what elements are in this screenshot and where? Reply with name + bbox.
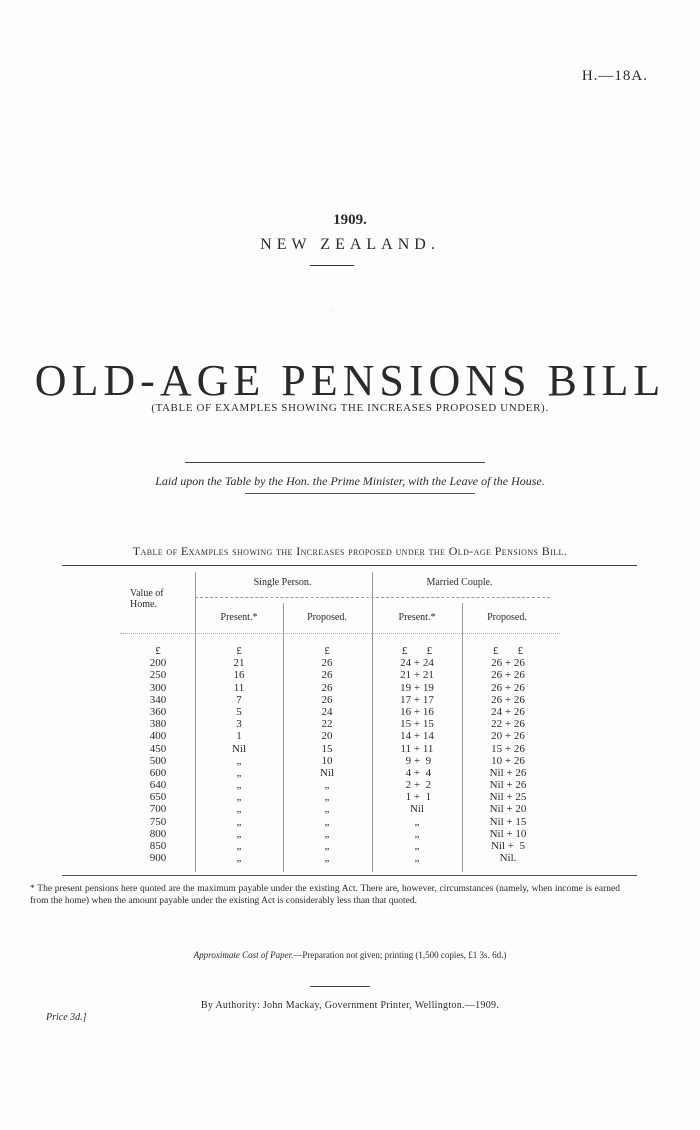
cell-single-proposed: 26	[321, 657, 333, 670]
cell-value: 380	[149, 718, 167, 731]
cell-single-present: Nil	[231, 742, 247, 755]
unit-married-proposed: £ £	[492, 645, 524, 657]
header-single-proposed: Proposed.	[307, 612, 347, 623]
bill-subtitle: (TABLE OF EXAMPLES SHOWING THE INCREASES PROPOSED UNDER).	[151, 402, 549, 414]
cell-value: 200	[149, 657, 167, 670]
divider	[310, 265, 354, 266]
cell-married-present: „	[414, 827, 420, 840]
cell-single-proposed: „	[324, 852, 330, 865]
cell-single-proposed: 10	[321, 754, 333, 767]
bill-title: OLD-AGE PENSIONS BILL	[34, 356, 666, 405]
cell-married-proposed: Nil + 25	[489, 791, 527, 804]
cell-value: 800	[149, 827, 167, 840]
country: NEW ZEALAND.	[260, 236, 440, 253]
cell-value: 500	[149, 754, 167, 767]
column-separator	[372, 572, 373, 872]
cell-value: 750	[149, 815, 167, 828]
column-separator	[195, 572, 196, 872]
cell-married-present: 19 + 19	[400, 681, 434, 694]
cell-single-present: 3	[236, 718, 242, 731]
print-speck: ·	[330, 308, 332, 314]
cell-married-present: 1 + 1	[402, 791, 432, 804]
cell-single-proposed: 26	[321, 693, 333, 706]
cell-single-proposed: „	[324, 840, 330, 852]
cell-married-proposed: 26 + 26	[491, 681, 525, 694]
header-married-proposed: Proposed.	[487, 612, 527, 623]
header-value-of-home: Value of Home.	[130, 588, 164, 610]
laid-upon-table-line: Laid upon the Table by the Hon. the Prime Minister, with the Leave of the House.	[155, 474, 545, 488]
cell-value: 450	[149, 742, 167, 755]
divider	[310, 986, 370, 987]
cell-married-present: „	[414, 815, 420, 828]
header-married-present: Present.*	[398, 612, 436, 623]
cell-married-proposed: 26 + 26	[491, 693, 525, 706]
cell-married-proposed: 20 + 26	[491, 730, 525, 743]
cell-married-proposed: Nil + 20	[489, 803, 527, 816]
year: 1909.	[333, 212, 367, 228]
cell-married-present: 9 + 9	[402, 754, 432, 767]
cell-married-present: 24 + 24	[400, 657, 434, 670]
unit-value: £	[155, 645, 161, 657]
cell-single-proposed: 20	[321, 730, 333, 743]
cell-value: 250	[149, 669, 167, 682]
cell-value: 400	[149, 730, 167, 743]
cost-of-paper	[0, 950, 700, 960]
price: Price 3d.]	[46, 1012, 87, 1023]
cell-single-present: „	[236, 815, 242, 828]
cell-single-proposed: 15	[321, 742, 333, 755]
printer-authority: By Authority: John Mackay, Government Printer, Wellington.—1909.	[200, 1000, 500, 1011]
header-married-couple: Married Couple.	[426, 577, 493, 588]
cell-single-present: 1	[236, 730, 242, 743]
cell-married-proposed: 24 + 26	[491, 705, 525, 718]
header-single-person: Single Person.	[253, 577, 312, 588]
cell-married-present: „	[414, 852, 420, 865]
divider	[185, 462, 485, 463]
cell-married-proposed: 22 + 26	[491, 718, 525, 731]
cell-married-proposed: Nil + 10	[489, 827, 527, 840]
cost-label: Approximate Cost of Paper.	[193, 950, 294, 960]
cell-single-proposed: „	[324, 779, 330, 792]
divider	[245, 493, 475, 494]
cell-value: 300	[149, 681, 167, 694]
column-separator	[462, 603, 463, 872]
column-married-proposed	[466, 645, 550, 864]
cell-married-present: 2 + 2	[402, 779, 432, 792]
column-value-of-home	[128, 645, 188, 864]
cell-single-present: 7	[236, 693, 242, 706]
cell-married-proposed: 26 + 26	[491, 657, 525, 670]
cell-value: 640	[149, 779, 167, 792]
cell-married-proposed: 26 + 26	[491, 669, 525, 682]
cell-single-proposed: 24	[321, 705, 333, 718]
cell-single-present: „	[236, 779, 242, 792]
cell-single-present: „	[236, 791, 242, 804]
cell-married-proposed: Nil.	[499, 852, 517, 865]
cell-single-proposed: „	[324, 815, 330, 828]
cell-married-proposed: 15 + 26	[491, 742, 525, 755]
print-speck: ·	[395, 432, 397, 437]
cell-single-present: „	[236, 827, 242, 840]
cell-married-proposed: Nil + 26	[489, 779, 527, 792]
footnote: * The present pensions here quoted are the maximum payable under the existing Act. There are, however, circumstances (namely, when income is earned from the home) when the amount payable under the existing Act is considerably less than that quoted.	[30, 884, 620, 906]
table-top-rule	[62, 565, 637, 566]
cell-single-proposed: 26	[321, 681, 333, 694]
cell-single-proposed: „	[324, 803, 330, 816]
unit-single-present: £	[236, 645, 242, 657]
header-single-present: Present.*	[220, 612, 258, 623]
cell-married-present: 14 + 14	[400, 730, 434, 743]
column-married-present	[376, 645, 458, 864]
cell-married-present: 17 + 17	[400, 693, 434, 706]
cell-value: 700	[149, 803, 167, 816]
cell-single-present: „	[236, 803, 242, 816]
cell-single-present: „	[236, 852, 242, 865]
cell-single-proposed: Nil	[319, 766, 335, 779]
table-caption: Table of Examples showing the Increases proposed under the Old-age Pensions Bill.	[132, 544, 568, 558]
cell-married-present: 16 + 16	[400, 705, 434, 718]
cell-value: 360	[149, 705, 167, 718]
cell-single-present: „	[236, 754, 242, 767]
cell-single-present: 11	[233, 681, 245, 694]
unit-single-proposed: £	[324, 645, 330, 657]
table-bottom-rule	[62, 875, 637, 876]
cell-single-present: „	[236, 766, 242, 779]
cell-married-proposed: Nil + 26	[489, 766, 527, 779]
cell-single-present: „	[236, 840, 242, 852]
cost-text: —Preparation not given; printing (1,500 copies, £1 3s. 6d.)	[293, 950, 507, 960]
cell-married-present: Nil	[409, 803, 425, 816]
cell-married-present: 21 + 21	[400, 669, 434, 682]
document-reference: H.—18A.	[581, 68, 648, 84]
cell-single-present: 21	[233, 657, 245, 670]
cell-value: 340	[149, 693, 167, 706]
cell-married-proposed: Nil + 5	[490, 840, 525, 852]
cell-single-proposed: 26	[321, 669, 333, 682]
cell-single-present: 16	[233, 669, 245, 682]
column-separator	[283, 603, 284, 872]
cell-married-proposed: 10 + 26	[491, 754, 525, 767]
cell-value: 850	[149, 840, 167, 852]
column-single-present	[200, 645, 278, 864]
column-single-proposed	[288, 645, 366, 864]
cell-value: 650	[149, 791, 167, 804]
cell-single-proposed: „	[324, 827, 330, 840]
unit-married-present: £ £	[401, 645, 433, 657]
cell-married-present: 4 + 4	[402, 766, 432, 779]
header-bottom-rule	[120, 633, 560, 634]
cell-married-present: 15 + 15	[400, 718, 434, 731]
cell-married-present: 11 + 11	[400, 742, 434, 755]
cell-single-proposed: „	[324, 791, 330, 804]
cell-single-proposed: 22	[321, 718, 333, 731]
cell-single-present: 5	[236, 705, 242, 718]
cell-married-proposed: Nil + 15	[489, 815, 527, 828]
cell-value: 600	[149, 766, 167, 779]
cell-married-present: „	[414, 840, 420, 852]
cell-value: 900	[149, 852, 167, 865]
